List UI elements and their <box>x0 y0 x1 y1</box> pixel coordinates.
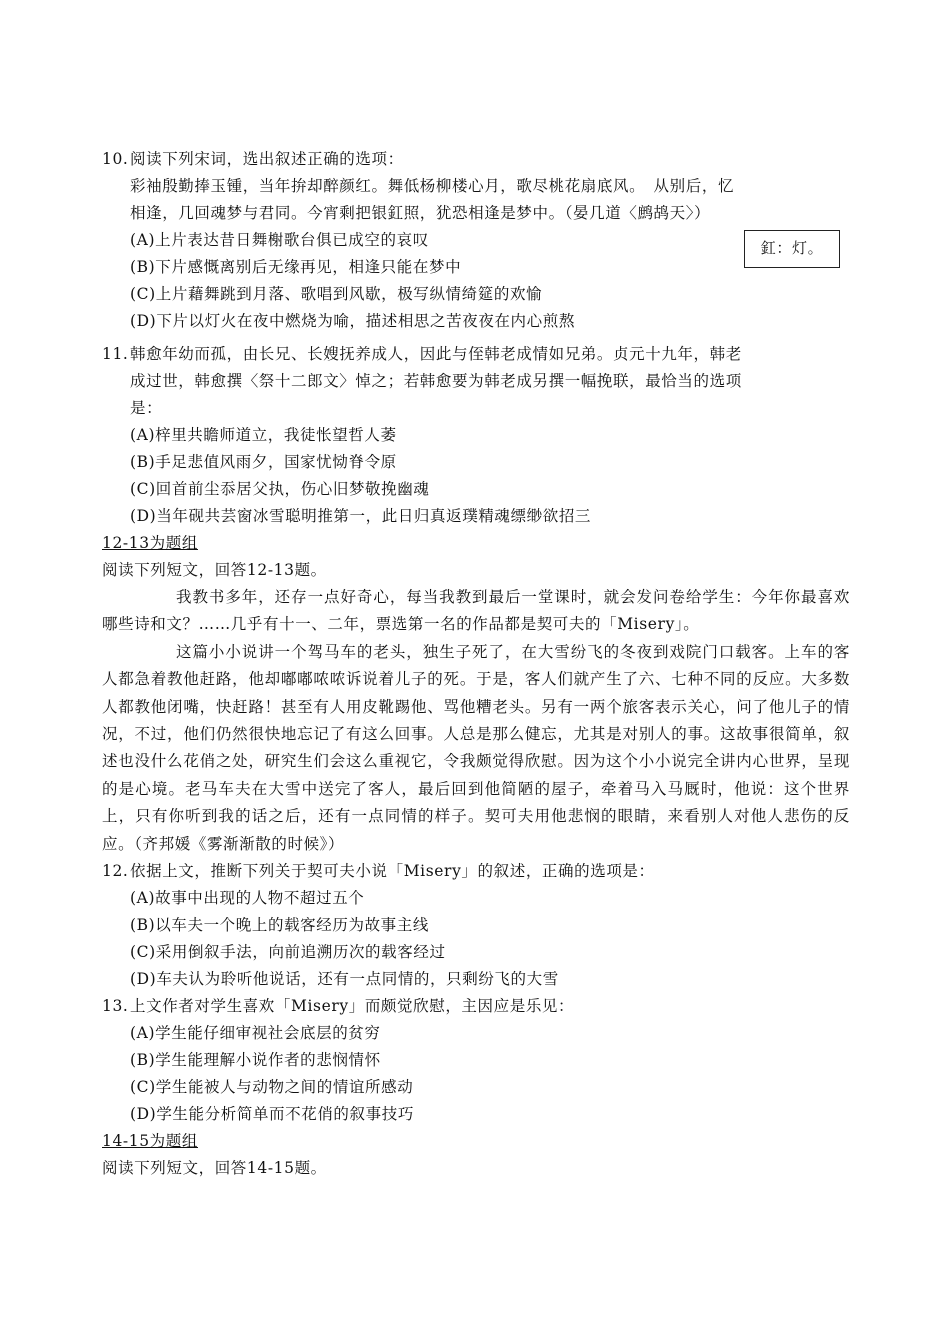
option-a: (A)梓里共瞻师道立，我徒怅望哲人萎 <box>130 426 397 444</box>
option-c: (C)学生能被人与动物之间的情谊所感动 <box>130 1078 414 1097</box>
option-d: (D)下片以灯火在夜中燃烧为喻，描述相思之苦夜夜在内心煎熬 <box>130 312 575 330</box>
option-c: (C)采用倒叙手法，向前追溯历次的载客经过 <box>130 943 446 962</box>
option-c: (C)回首前尘忝居父执，伤心旧梦敬挽幽魂 <box>130 480 430 498</box>
question-group-14-15 <box>102 1128 850 1182</box>
option-b: (B)以车夫一个晚上的载客经历为故事主线 <box>130 916 429 935</box>
passage-paragraph: 这篇小小说讲一个驾马车的老头，独生子死了，在大雪纷飞的冬夜到戏院门口载客。上车的客人都急着教他赶路，他却嘟嘟哝哝诉说着儿子的死。于是，客人们就产生了六、七种不同的反应。大多数人都教他闭嘴，快赶路！甚至有人用皮靴踢他、骂他糟老头。另有一两个旅客表示关心，问了他儿子的情况，不过，他们仍然很快地忘记了有这么回事。人总是那么健忘，尤其是对别人的事。这故事很简单，叙述也没什么花俏之处，研究生们会这么重视它，令我颇觉得欣慰。因为这个小小说完全讲内心世界，呈现的是心境。老马车夫在大雪中送完了客人，最后回到他简陋的屋子，牵着马入马厩时，他说：这个世界上，只有你听到我的话之后，还有一点同情的样子。契可夫用他悲悯的眼睛，来看别人对他人悲伤的反应。（齐邦媛《雾渐渐散的时候》） <box>102 642 850 853</box>
question-11 <box>102 341 850 530</box>
question-stem <box>102 858 850 885</box>
question-number: 12. <box>102 862 129 881</box>
option-a: (A)学生能仔细审视社会底层的贫穷 <box>130 1024 381 1043</box>
passage-paragraph: 我教书多年，还存一点好奇心，每当我教到最后一堂课时，就会发问卷给学生：今年你最喜欢哪些诗和文？……几乎有十一、二年，票选第一名的作品都是契可夫的「Misery」。 <box>102 588 850 634</box>
stem-text: 上文作者对学生喜欢「Misery」而颇觉欣慰，主因应是乐见： <box>130 997 575 1016</box>
question-number: 10. <box>102 150 129 168</box>
option-d: (D)学生能分析简单而不花俏的叙事技巧 <box>130 1105 414 1124</box>
question-stem <box>102 146 850 173</box>
question-number: 13. <box>102 997 129 1016</box>
group-intro: 阅读下列短文，回答12-13题。 <box>102 561 327 579</box>
stem-text: 成过世，韩愈撰〈祭十二郎文〉悼之；若韩愈要为韩老成另撰一幅挽联，最恰当的选项 <box>130 372 742 390</box>
option-b: (B)手足悲值风雨夕，国家忧恸脊令原 <box>130 453 397 471</box>
reading-passage <box>102 584 850 858</box>
group-heading: 12-13为题组 <box>102 534 198 552</box>
question-10 <box>102 146 850 335</box>
option-a: (A)上片表达昔日舞榭歌台俱已成空的哀叹 <box>130 231 429 249</box>
question-stem <box>102 993 850 1020</box>
stem-text: 依据上文，推断下列关于契可夫小说「Misery」的叙述，正确的选项是： <box>130 862 655 881</box>
group-heading: 14-15为题组 <box>102 1132 198 1151</box>
stem-text: 韩愈年幼而孤，由长兄、长嫂抚养成人，因此与侄韩老成情如兄弟。贞元十九年，韩老 <box>130 345 742 363</box>
option-d: (D)当年砚共芸窗冰雪聪明推第一，此日归真返璞精魂缥缈欲招三 <box>130 507 592 525</box>
question-group-12-13 <box>102 530 850 858</box>
group-intro: 阅读下列短文，回答14-15题。 <box>102 1159 327 1178</box>
stem-text: 阅读下列宋词，选出叙述正确的选项： <box>130 150 404 168</box>
option-c: (C)上片藉舞跳到月落、歌唱到风歇，极写纵情绮筵的欢愉 <box>130 285 543 303</box>
question-13 <box>102 993 850 1128</box>
question-12 <box>102 858 850 993</box>
question-number: 11. <box>102 345 129 363</box>
annotation-box: 釭：灯。 <box>744 230 840 268</box>
option-d: (D)车夫认为聆听他说话，还有一点同情的，只剩纷飞的大雪 <box>130 970 559 989</box>
poem-line: 彩袖殷勤捧玉锺，当年拚却醉颜红。舞低杨柳楼心月，歌尽桃花扇底风。 从别后，忆 <box>130 177 735 195</box>
exam-page <box>102 146 850 1182</box>
option-b: (B)下片感慨离别后无缘再见，相逢只能在梦中 <box>130 258 462 276</box>
option-a: (A)故事中出现的人物不超过五个 <box>130 889 365 908</box>
stem-text: 是： <box>130 399 163 417</box>
question-stem <box>102 341 850 368</box>
option-b: (B)学生能理解小说作者的悲悯情怀 <box>130 1051 381 1070</box>
poem-line: 相逢，几回魂梦与君同。今宵剩把银釭照，犹恐相逢是梦中。（晏几道〈鹧鸪天〉） <box>130 204 711 222</box>
